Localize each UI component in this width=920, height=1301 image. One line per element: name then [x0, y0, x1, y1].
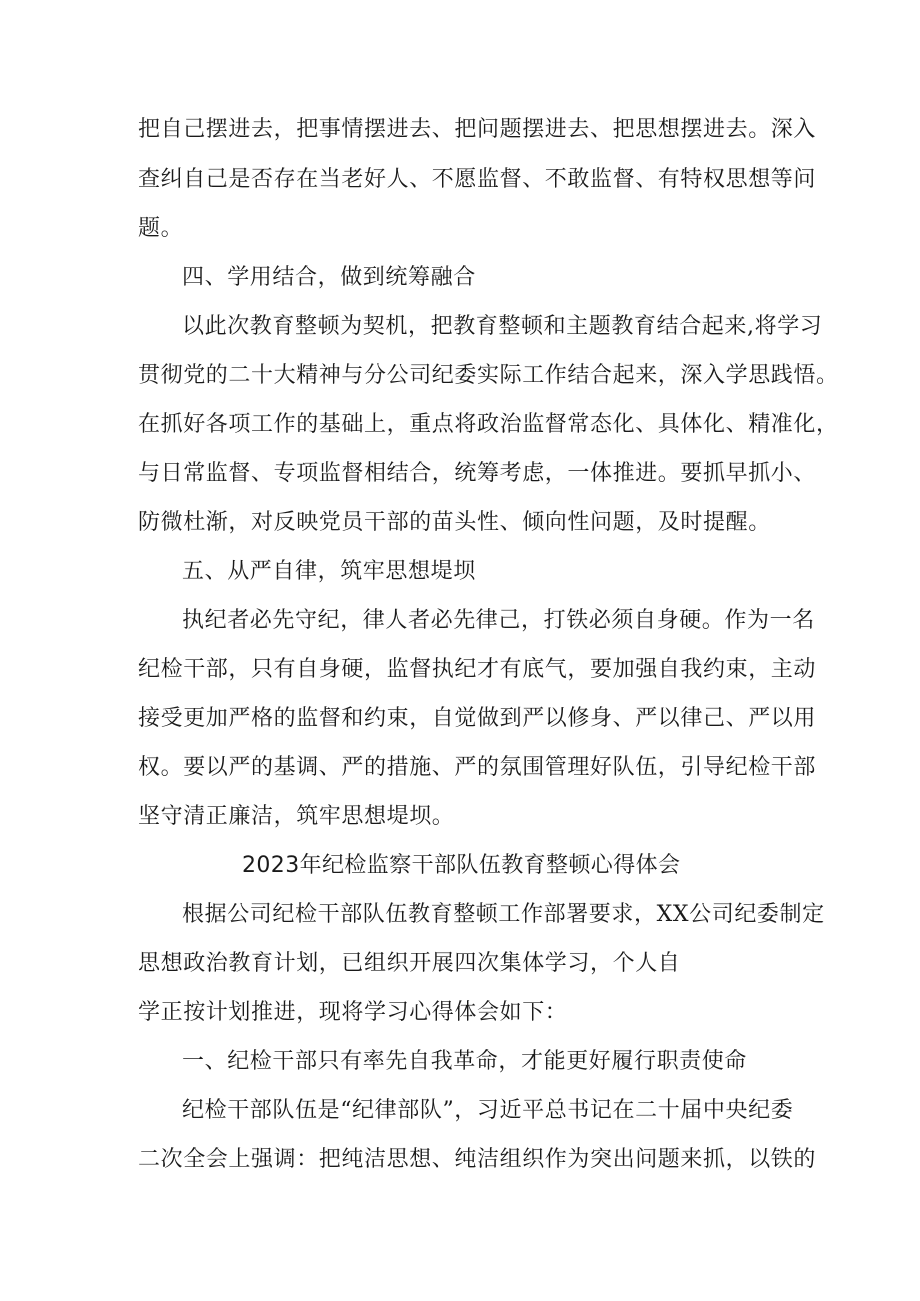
section-heading-4: 四、学用结合，做到统筹融合	[182, 265, 476, 290]
paragraph-line: 在抓好各项工作的基础上，重点将政治监督常态化、具体化、精准化，	[138, 412, 839, 437]
document-title: 2023年纪检监察干部队伍教育整顿心得体会	[242, 853, 681, 878]
paragraph-line: 题。	[138, 216, 184, 241]
section-heading-1: 一、纪检干部只有率先自我革命，才能更好履行职责使命	[182, 1049, 748, 1074]
paragraph-line: 接受更加严格的监督和约束，自觉做到严以修身、严以律己、严以用	[138, 706, 817, 731]
paragraph-line: 防微杜渐，对反映党员干部的苗头性、倾向性问题，及时提醒。	[138, 510, 771, 535]
paragraph-line: 贯彻党的二十大精神与分公司纪委实际工作结合起来，深入学思践悟。	[138, 363, 839, 388]
paragraph-line: 以此次教育整顿为契机，把教育整顿和主题教育结合起来,将学习	[182, 314, 823, 339]
paragraph-line: 查纠自己是否存在当老好人、不愿监督、不敢监督、有特权思想等问	[138, 167, 817, 192]
paragraph-line: 坚守清正廉洁，筑牢思想堤坝。	[138, 804, 455, 829]
section-heading-5: 五、从严自律，筑牢思想堤坝	[182, 559, 476, 584]
paragraph-line: 执纪者必先守纪，律人者必先律己，打铁必须自身硬。作为一名	[182, 608, 815, 633]
paragraph-line: 根据公司纪检干部队伍教育整顿工作部署要求，XX公司纪委制定	[182, 902, 825, 927]
paragraph-line: 二次全会上强调：把纯洁思想、纯洁组织作为突出问题来抓，以铁的	[138, 1147, 817, 1172]
paragraph-line: 与日常监督、专项监督相结合，统筹考虑，一体推进。要抓早抓小、	[138, 461, 817, 486]
paragraph-line: 纪检干部队伍是“纪律部队”，习近平总书记在二十届中央纪委	[182, 1098, 794, 1123]
paragraph-line: 学正按计划推进，现将学习心得体会如下：	[138, 1000, 568, 1025]
paragraph-line: 思想政治教育计划，已组织开展四次集体学习，个人自	[138, 951, 681, 976]
paragraph-line: 权。要以严的基调、严的措施、严的氛围管理好队伍，引导纪检干部	[138, 755, 817, 780]
paragraph-line: 把自己摆进去，把事情摆进去、把问题摆进去、把思想摆进去。深入	[138, 117, 817, 142]
paragraph-line: 纪检干部，只有自身硬，监督执纪才有底气，要加强自我约束，主动	[138, 657, 817, 682]
